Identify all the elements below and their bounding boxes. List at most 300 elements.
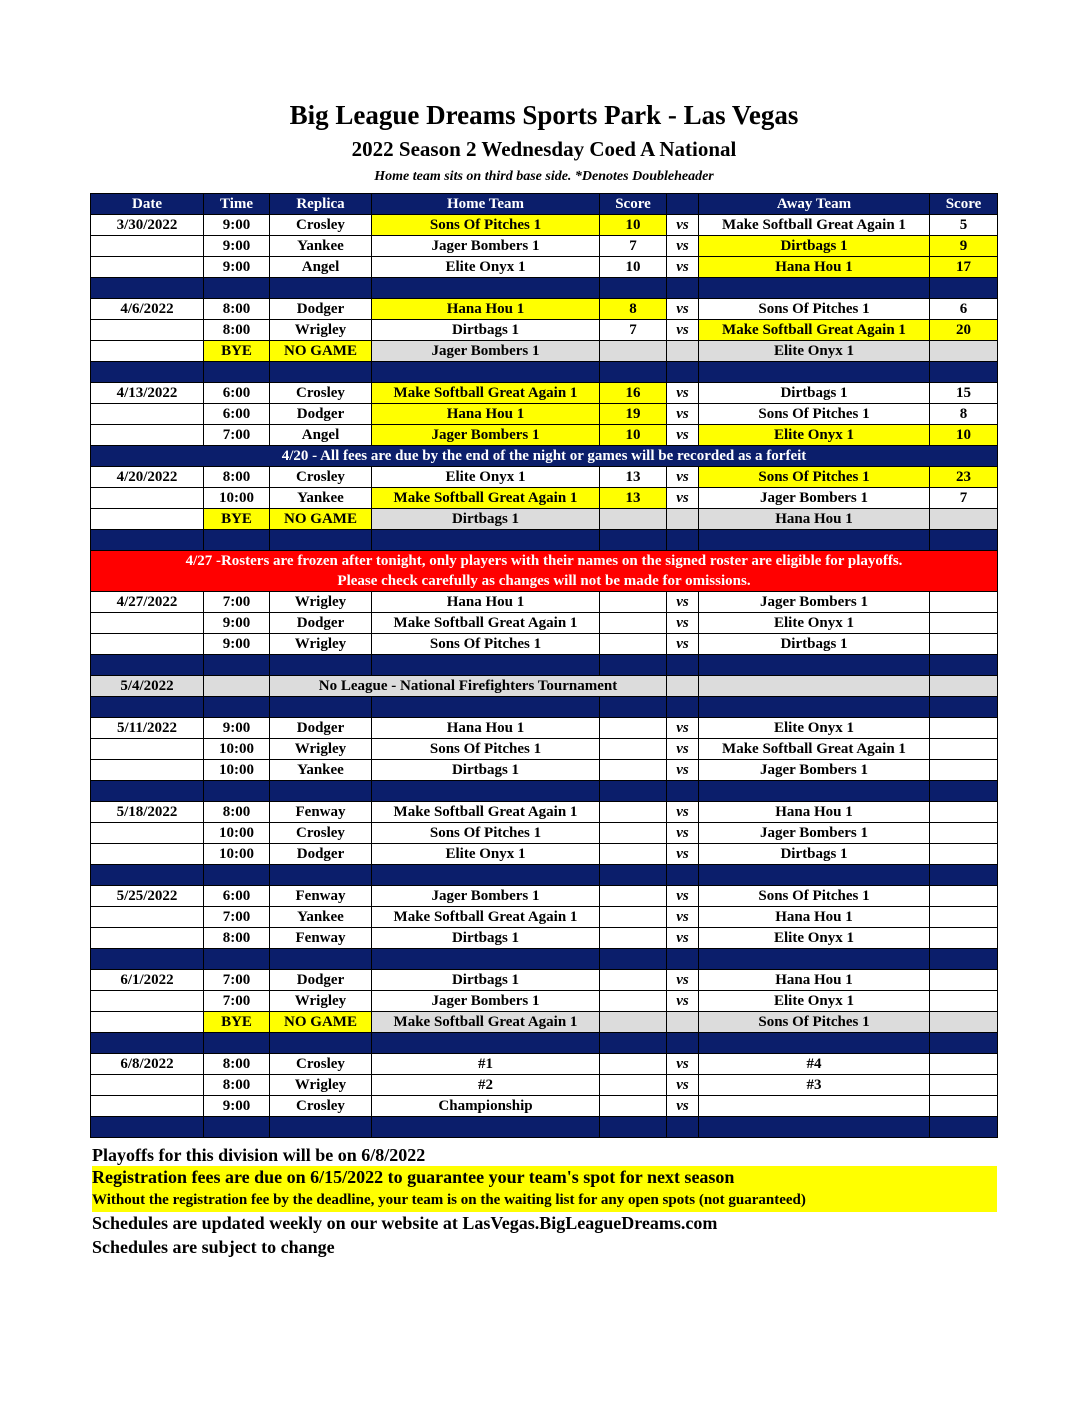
separator-cell xyxy=(270,949,372,970)
time-cell: 9:00 xyxy=(204,215,270,236)
separator-cell xyxy=(204,949,270,970)
date-cell: 4/13/2022 xyxy=(91,383,204,404)
home-score-cell: 10 xyxy=(600,257,667,278)
home-team-cell: Hana Hou 1 xyxy=(372,592,600,613)
separator-cell xyxy=(699,278,930,299)
date-cell xyxy=(91,991,204,1012)
separator-cell xyxy=(91,1033,204,1054)
field-cell: Angel xyxy=(270,257,372,278)
home-score-cell: 7 xyxy=(600,236,667,257)
game-row xyxy=(91,844,998,865)
separator-row xyxy=(91,362,998,383)
separator-cell xyxy=(372,278,600,299)
separator-cell xyxy=(930,362,998,383)
roster-alert-row xyxy=(91,551,998,592)
game-row xyxy=(91,404,998,425)
separator-cell xyxy=(372,1117,600,1138)
away-team-cell: Jager Bombers 1 xyxy=(699,760,930,781)
away-team-cell: Jager Bombers 1 xyxy=(699,823,930,844)
separator-cell xyxy=(372,362,600,383)
away-team-cell xyxy=(699,676,930,697)
game-row xyxy=(91,1054,998,1075)
time-cell: 8:00 xyxy=(204,928,270,949)
away-team-cell: Hana Hou 1 xyxy=(699,257,930,278)
away-score-cell xyxy=(930,1075,998,1096)
bye-away-team: Sons Of Pitches 1 xyxy=(699,1012,930,1033)
col-header-away-team: Away Team xyxy=(699,194,930,215)
away-score-cell xyxy=(930,760,998,781)
separator-cell xyxy=(91,865,204,886)
field-cell: Crosley xyxy=(270,823,372,844)
date-cell: 5/11/2022 xyxy=(91,718,204,739)
bye-label: BYE xyxy=(204,341,270,362)
time-cell: 6:00 xyxy=(204,886,270,907)
vs-cell: vs xyxy=(667,613,699,634)
away-team-cell: Jager Bombers 1 xyxy=(699,488,930,509)
time-cell: 7:00 xyxy=(204,907,270,928)
separator-cell xyxy=(372,1033,600,1054)
away-score-cell: 8 xyxy=(930,404,998,425)
home-team-cell: Championship xyxy=(372,1096,600,1117)
field-cell: Crosley xyxy=(270,1054,372,1075)
separator-cell xyxy=(600,697,667,718)
field-cell: Dodger xyxy=(270,844,372,865)
home-team-cell: Elite Onyx 1 xyxy=(372,467,600,488)
home-score-cell xyxy=(600,928,667,949)
home-score-cell xyxy=(600,634,667,655)
separator-cell xyxy=(91,655,204,676)
away-team-cell: Sons Of Pitches 1 xyxy=(699,886,930,907)
date-cell xyxy=(91,404,204,425)
home-score-cell xyxy=(600,509,667,530)
separator-cell xyxy=(930,949,998,970)
home-team-cell: Make Softball Great Again 1 xyxy=(372,488,600,509)
field-cell: Crosley xyxy=(270,383,372,404)
time-cell: 8:00 xyxy=(204,1054,270,1075)
field-cell: Wrigley xyxy=(270,991,372,1012)
date-cell xyxy=(91,425,204,446)
separator-row xyxy=(91,278,998,299)
waiting-list-note: Without the registration fee by the deadline, your team is on the waiting list for any open spots (not guaranteed) xyxy=(92,1188,997,1212)
separator-row xyxy=(91,1033,998,1054)
home-score-cell xyxy=(600,613,667,634)
vs-cell: vs xyxy=(667,991,699,1012)
date-cell xyxy=(91,341,204,362)
separator-row xyxy=(91,697,998,718)
separator-cell xyxy=(930,530,998,551)
home-score-cell xyxy=(600,970,667,991)
away-score-cell xyxy=(930,1096,998,1117)
separator-cell xyxy=(930,1117,998,1138)
separator-cell xyxy=(204,781,270,802)
home-team-cell: Make Softball Great Again 1 xyxy=(372,802,600,823)
field-cell: Dodger xyxy=(270,718,372,739)
away-team-cell: Dirtbags 1 xyxy=(699,634,930,655)
separator-cell xyxy=(699,655,930,676)
home-team-cell: Make Softball Great Again 1 xyxy=(372,383,600,404)
separator-cell xyxy=(600,949,667,970)
home-score-cell: 10 xyxy=(600,215,667,236)
date-cell xyxy=(91,1012,204,1033)
away-score-cell xyxy=(930,844,998,865)
notice-text: 4/20 - All fees are due by the end of the night or games will be recorded as a forfeit xyxy=(91,446,998,467)
away-score-cell xyxy=(930,676,998,697)
away-team-cell: Make Softball Great Again 1 xyxy=(699,320,930,341)
separator-row xyxy=(91,865,998,886)
field-cell: Yankee xyxy=(270,760,372,781)
bye-home-team: Jager Bombers 1 xyxy=(372,341,600,362)
bye-row xyxy=(91,341,998,362)
game-row xyxy=(91,467,998,488)
schedule-body xyxy=(91,215,998,1138)
date-cell xyxy=(91,257,204,278)
game-row xyxy=(91,383,998,404)
away-score-cell xyxy=(930,509,998,530)
home-score-cell: 13 xyxy=(600,488,667,509)
date-cell xyxy=(91,236,204,257)
home-team-cell: Elite Onyx 1 xyxy=(372,844,600,865)
field-cell: Crosley xyxy=(270,215,372,236)
vs-cell: vs xyxy=(667,928,699,949)
separator-cell xyxy=(91,949,204,970)
field-cell: Wrigley xyxy=(270,592,372,613)
field-cell: Angel xyxy=(270,425,372,446)
separator-cell xyxy=(699,697,930,718)
date-cell xyxy=(91,907,204,928)
home-team-cell: Sons Of Pitches 1 xyxy=(372,634,600,655)
bye-row xyxy=(91,509,998,530)
game-row xyxy=(91,592,998,613)
home-score-cell xyxy=(600,802,667,823)
separator-cell xyxy=(699,362,930,383)
home-team-cell: Make Softball Great Again 1 xyxy=(372,907,600,928)
separator-cell xyxy=(204,697,270,718)
separator-cell xyxy=(930,278,998,299)
home-team-cell: #1 xyxy=(372,1054,600,1075)
separator-cell xyxy=(204,1033,270,1054)
vs-cell: vs xyxy=(667,907,699,928)
home-score-cell: 10 xyxy=(600,425,667,446)
date-cell: 5/18/2022 xyxy=(91,802,204,823)
date-cell: 5/4/2022 xyxy=(91,676,204,697)
home-score-cell xyxy=(600,823,667,844)
time-cell: 8:00 xyxy=(204,467,270,488)
separator-cell xyxy=(372,697,600,718)
separator-cell xyxy=(600,362,667,383)
away-score-cell: 23 xyxy=(930,467,998,488)
away-team-cell: Sons Of Pitches 1 xyxy=(699,467,930,488)
away-team-cell: Dirtbags 1 xyxy=(699,844,930,865)
separator-cell xyxy=(270,781,372,802)
home-score-cell xyxy=(600,1075,667,1096)
game-row xyxy=(91,760,998,781)
no-game-label: NO GAME xyxy=(270,1012,372,1033)
bye-home-team: Dirtbags 1 xyxy=(372,509,600,530)
bye-label: BYE xyxy=(204,1012,270,1033)
separator-cell xyxy=(930,865,998,886)
game-row xyxy=(91,215,998,236)
separator-row xyxy=(91,949,998,970)
separator-cell xyxy=(270,697,372,718)
separator-cell xyxy=(372,865,600,886)
date-cell: 6/1/2022 xyxy=(91,970,204,991)
date-cell xyxy=(91,1096,204,1117)
away-score-cell: 15 xyxy=(930,383,998,404)
home-team-cell: Dirtbags 1 xyxy=(372,760,600,781)
no-league-row xyxy=(91,676,998,697)
vs-cell: vs xyxy=(667,236,699,257)
away-team-cell: Sons Of Pitches 1 xyxy=(699,299,930,320)
away-team-cell: Hana Hou 1 xyxy=(699,907,930,928)
vs-cell: vs xyxy=(667,1075,699,1096)
separator-cell xyxy=(667,1033,699,1054)
vs-cell: vs xyxy=(667,718,699,739)
separator-cell xyxy=(270,1033,372,1054)
separator-cell xyxy=(600,781,667,802)
home-team-cell: Hana Hou 1 xyxy=(372,404,600,425)
away-score-cell xyxy=(930,928,998,949)
separator-cell xyxy=(600,1117,667,1138)
separator-cell xyxy=(699,530,930,551)
vs-cell: vs xyxy=(667,215,699,236)
field-cell: Dodger xyxy=(270,404,372,425)
date-cell: 6/8/2022 xyxy=(91,1054,204,1075)
time-cell: 8:00 xyxy=(204,1075,270,1096)
separator-cell xyxy=(699,1033,930,1054)
away-score-cell: 10 xyxy=(930,425,998,446)
field-cell: Dodger xyxy=(270,299,372,320)
separator-cell xyxy=(270,1117,372,1138)
game-row xyxy=(91,823,998,844)
vs-cell: vs xyxy=(667,383,699,404)
away-score-cell xyxy=(930,341,998,362)
field-cell: Wrigley xyxy=(270,320,372,341)
separator-cell xyxy=(699,865,930,886)
time-cell: 10:00 xyxy=(204,844,270,865)
away-score-cell xyxy=(930,991,998,1012)
time-cell: 8:00 xyxy=(204,320,270,341)
date-cell: 5/25/2022 xyxy=(91,886,204,907)
home-score-cell xyxy=(600,991,667,1012)
page-subtitle: 2022 Season 2 Wednesday Coed A National xyxy=(351,137,737,161)
vs-cell: vs xyxy=(667,970,699,991)
date-cell xyxy=(91,928,204,949)
game-row xyxy=(91,907,998,928)
table-header-row xyxy=(91,194,998,215)
date-cell: 4/27/2022 xyxy=(91,592,204,613)
separator-cell xyxy=(91,697,204,718)
vs-cell: vs xyxy=(667,1054,699,1075)
bye-away-team: Elite Onyx 1 xyxy=(699,341,930,362)
home-team-cell: Jager Bombers 1 xyxy=(372,236,600,257)
away-team-cell: #4 xyxy=(699,1054,930,1075)
date-cell xyxy=(91,320,204,341)
vs-cell: vs xyxy=(667,634,699,655)
date-cell: 4/20/2022 xyxy=(91,467,204,488)
separator-cell xyxy=(372,530,600,551)
date-cell xyxy=(91,1075,204,1096)
time-cell: 9:00 xyxy=(204,718,270,739)
home-team-cell: Jager Bombers 1 xyxy=(372,991,600,1012)
date-cell xyxy=(91,613,204,634)
home-team-cell: Dirtbags 1 xyxy=(372,320,600,341)
separator-row xyxy=(91,1117,998,1138)
vs-cell: vs xyxy=(667,488,699,509)
game-row xyxy=(91,320,998,341)
vs-cell: vs xyxy=(667,886,699,907)
away-team-cell: Elite Onyx 1 xyxy=(699,928,930,949)
home-team-cell: Hana Hou 1 xyxy=(372,718,600,739)
separator-cell xyxy=(667,530,699,551)
game-row xyxy=(91,613,998,634)
vs-cell: vs xyxy=(667,404,699,425)
time-cell: 10:00 xyxy=(204,823,270,844)
separator-cell xyxy=(667,865,699,886)
home-team-cell: Dirtbags 1 xyxy=(372,970,600,991)
notice-row xyxy=(91,446,998,467)
away-team-cell: Dirtbags 1 xyxy=(699,236,930,257)
col-header-time: Time xyxy=(204,194,270,215)
separator-cell xyxy=(204,278,270,299)
home-score-cell: 8 xyxy=(600,299,667,320)
time-cell: 10:00 xyxy=(204,739,270,760)
separator-row xyxy=(91,655,998,676)
home-score-cell: 13 xyxy=(600,467,667,488)
game-row xyxy=(91,1096,998,1117)
separator-cell xyxy=(372,655,600,676)
away-score-cell xyxy=(930,907,998,928)
away-score-cell xyxy=(930,970,998,991)
separator-cell xyxy=(270,530,372,551)
col-header-home-team: Home Team xyxy=(372,194,600,215)
away-score-cell: 17 xyxy=(930,257,998,278)
subject-to-change-note: Schedules are subject to change xyxy=(92,1237,335,1257)
away-team-cell: #3 xyxy=(699,1075,930,1096)
away-score-cell: 5 xyxy=(930,215,998,236)
home-team-cell: Elite Onyx 1 xyxy=(372,257,600,278)
home-team-cell: #2 xyxy=(372,1075,600,1096)
away-score-cell: 7 xyxy=(930,488,998,509)
playoffs-note: Playoffs for this division will be on 6/8/2022 xyxy=(92,1145,426,1165)
separator-cell xyxy=(667,949,699,970)
away-team-cell: Hana Hou 1 xyxy=(699,802,930,823)
away-team-cell: Sons Of Pitches 1 xyxy=(699,404,930,425)
date-cell xyxy=(91,823,204,844)
home-score-cell xyxy=(600,592,667,613)
game-row xyxy=(91,299,998,320)
time-cell: 9:00 xyxy=(204,236,270,257)
separator-cell xyxy=(930,781,998,802)
date-cell xyxy=(91,844,204,865)
home-score-cell: 16 xyxy=(600,383,667,404)
game-row xyxy=(91,236,998,257)
away-team-cell: Elite Onyx 1 xyxy=(699,718,930,739)
home-score-cell xyxy=(600,739,667,760)
away-team-cell: Dirtbags 1 xyxy=(699,383,930,404)
separator-cell xyxy=(600,865,667,886)
home-team-cell: Dirtbags 1 xyxy=(372,928,600,949)
date-cell xyxy=(91,488,204,509)
vs-cell: vs xyxy=(667,1096,699,1117)
time-cell: 9:00 xyxy=(204,1096,270,1117)
game-row xyxy=(91,1075,998,1096)
field-cell: Yankee xyxy=(270,488,372,509)
no-game-label: NO GAME xyxy=(270,509,372,530)
separator-cell xyxy=(270,278,372,299)
game-row xyxy=(91,634,998,655)
separator-cell xyxy=(91,278,204,299)
time-cell: 6:00 xyxy=(204,383,270,404)
home-team-cell: Jager Bombers 1 xyxy=(372,425,600,446)
separator-cell xyxy=(91,362,204,383)
game-row xyxy=(91,718,998,739)
roster-alert-line-1: 4/27 -Rosters are frozen after tonight, only players with their names on the signed roster are eligible for playoffs. xyxy=(185,553,903,569)
field-cell: Wrigley xyxy=(270,1075,372,1096)
game-row xyxy=(91,991,998,1012)
time-cell: 7:00 xyxy=(204,425,270,446)
time-cell: 8:00 xyxy=(204,802,270,823)
col-header-away-score: Score xyxy=(930,194,998,215)
separator-cell xyxy=(270,655,372,676)
time-cell: 9:00 xyxy=(204,634,270,655)
col-header-replica: Replica xyxy=(270,194,372,215)
header-note: Home team sits on third base side. *Denotes Doubleheader xyxy=(374,169,714,184)
away-score-cell xyxy=(930,613,998,634)
date-cell: 4/6/2022 xyxy=(91,299,204,320)
separator-cell xyxy=(91,781,204,802)
vs-cell: vs xyxy=(667,823,699,844)
away-score-cell xyxy=(930,718,998,739)
home-score-cell: 7 xyxy=(600,320,667,341)
away-score-cell xyxy=(930,1054,998,1075)
field-cell: Crosley xyxy=(270,467,372,488)
field-cell: Yankee xyxy=(270,236,372,257)
away-team-cell: Jager Bombers 1 xyxy=(699,592,930,613)
home-score-cell xyxy=(600,341,667,362)
field-cell: Fenway xyxy=(270,802,372,823)
home-team-cell: Hana Hou 1 xyxy=(372,299,600,320)
vs-cell: vs xyxy=(667,802,699,823)
game-row xyxy=(91,739,998,760)
field-cell: Crosley xyxy=(270,1096,372,1117)
home-team-cell: Sons Of Pitches 1 xyxy=(372,215,600,236)
separator-row xyxy=(91,530,998,551)
away-score-cell: 9 xyxy=(930,236,998,257)
bye-row xyxy=(91,1012,998,1033)
vs-cell: vs xyxy=(667,760,699,781)
col-header-home-score: Score xyxy=(600,194,667,215)
game-row xyxy=(91,928,998,949)
time-cell: 9:00 xyxy=(204,257,270,278)
separator-cell xyxy=(600,530,667,551)
vs-cell xyxy=(667,509,699,530)
away-team-cell: Make Softball Great Again 1 xyxy=(699,739,930,760)
date-cell xyxy=(91,634,204,655)
date-cell xyxy=(91,509,204,530)
separator-cell xyxy=(204,530,270,551)
vs-cell: vs xyxy=(667,592,699,613)
separator-cell xyxy=(930,655,998,676)
home-score-cell xyxy=(600,844,667,865)
vs-cell: vs xyxy=(667,299,699,320)
home-score-cell xyxy=(600,907,667,928)
field-cell: Dodger xyxy=(270,970,372,991)
home-score-cell xyxy=(600,760,667,781)
separator-cell xyxy=(667,1117,699,1138)
away-score-cell xyxy=(930,802,998,823)
game-row xyxy=(91,425,998,446)
home-team-cell: Make Softball Great Again 1 xyxy=(372,613,600,634)
